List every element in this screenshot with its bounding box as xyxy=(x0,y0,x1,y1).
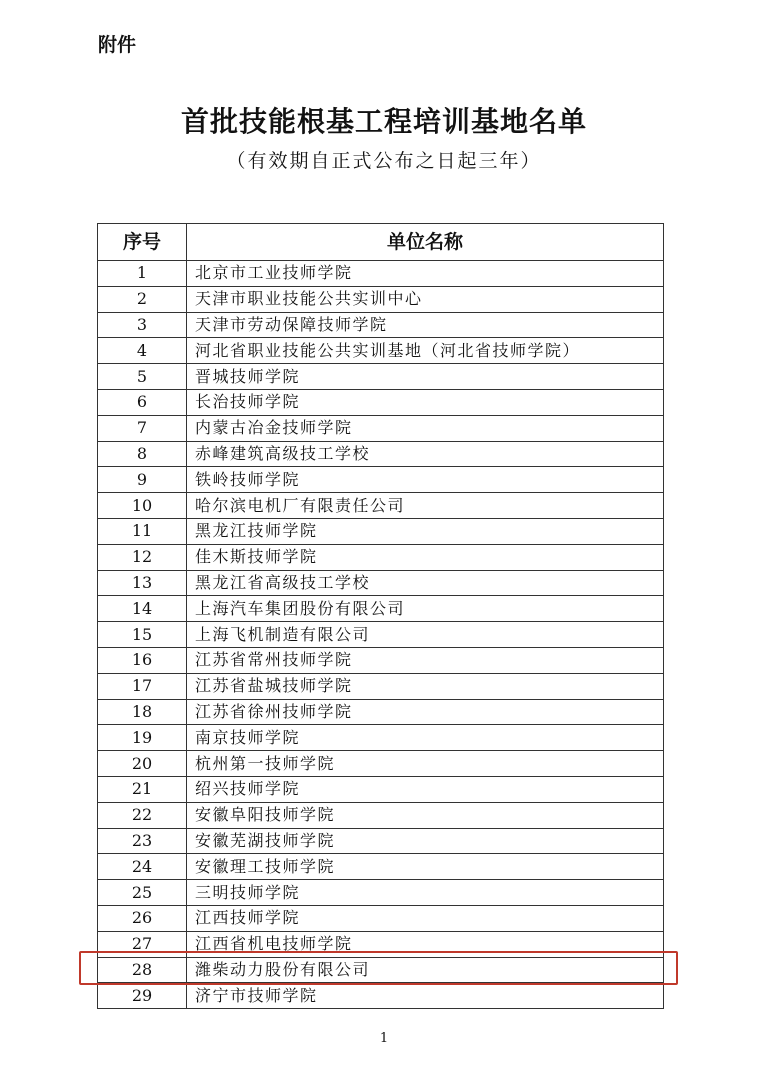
unit-name: 黑龙江省高级技工学校 xyxy=(187,570,664,596)
row-number: 7 xyxy=(98,415,187,441)
attachment-label: 附件 xyxy=(98,34,137,56)
table-row xyxy=(98,441,664,467)
document-subtitle: （有效期自正式公布之日起三年） xyxy=(226,150,542,172)
unit-name: 黑龙江技师学院 xyxy=(187,518,664,544)
table-row xyxy=(98,983,664,1009)
table-row xyxy=(98,673,664,699)
page-number: 1 xyxy=(379,1031,389,1046)
unit-name: 安徽理工技师学院 xyxy=(187,854,664,880)
row-number: 13 xyxy=(98,570,187,596)
row-number: 10 xyxy=(98,493,187,519)
row-number: 5 xyxy=(98,364,187,390)
unit-name: 内蒙古冶金技师学院 xyxy=(187,415,664,441)
unit-name: 哈尔滨电机厂有限责任公司 xyxy=(187,493,664,519)
unit-name: 赤峰建筑高级技工学校 xyxy=(187,441,664,467)
unit-name: 济宁市技师学院 xyxy=(187,983,664,1009)
unit-name: 杭州第一技师学院 xyxy=(187,751,664,777)
table-row xyxy=(98,880,664,906)
table-row xyxy=(98,647,664,673)
table-row xyxy=(98,364,664,390)
row-number: 2 xyxy=(98,286,187,312)
row-number: 15 xyxy=(98,622,187,648)
unit-name: 江苏省常州技师学院 xyxy=(187,647,664,673)
unit-name: 江西省机电技师学院 xyxy=(187,931,664,957)
table-row xyxy=(98,286,664,312)
row-number: 12 xyxy=(98,544,187,570)
highlight-box xyxy=(79,951,678,985)
row-number: 14 xyxy=(98,596,187,622)
document-title: 首批技能根基工程培训基地名单 xyxy=(180,105,587,138)
row-number: 18 xyxy=(98,699,187,725)
table-row xyxy=(98,828,664,854)
unit-name: 绍兴技师学院 xyxy=(187,776,664,802)
table-row xyxy=(98,261,664,287)
unit-name: 江苏省徐州技师学院 xyxy=(187,699,664,725)
column-header-number: 序号 xyxy=(98,224,187,261)
row-number: 9 xyxy=(98,467,187,493)
table-row xyxy=(98,725,664,751)
unit-name: 南京技师学院 xyxy=(187,725,664,751)
row-number: 4 xyxy=(98,338,187,364)
table-row xyxy=(98,389,664,415)
table-row xyxy=(98,467,664,493)
unit-name: 安徽芜湖技师学院 xyxy=(187,828,664,854)
row-number: 1 xyxy=(98,261,187,287)
unit-name: 三明技师学院 xyxy=(187,880,664,906)
table-row xyxy=(98,596,664,622)
table-row xyxy=(98,415,664,441)
row-number: 3 xyxy=(98,312,187,338)
row-number: 25 xyxy=(98,880,187,906)
table-row xyxy=(98,312,664,338)
row-number: 28 xyxy=(98,957,187,983)
table-row xyxy=(98,544,664,570)
table-row xyxy=(98,905,664,931)
row-number: 20 xyxy=(98,751,187,777)
column-header-name: 单位名称 xyxy=(187,224,664,261)
unit-name: 铁岭技师学院 xyxy=(187,467,664,493)
row-number: 29 xyxy=(98,983,187,1009)
unit-name: 上海飞机制造有限公司 xyxy=(187,622,664,648)
table-row xyxy=(98,699,664,725)
table-row xyxy=(98,854,664,880)
row-number: 17 xyxy=(98,673,187,699)
table-row xyxy=(98,751,664,777)
table-row xyxy=(98,493,664,519)
unit-name: 江苏省盐城技师学院 xyxy=(187,673,664,699)
row-number: 22 xyxy=(98,802,187,828)
table-row xyxy=(98,776,664,802)
unit-name: 长治技师学院 xyxy=(187,389,664,415)
unit-name: 江西技师学院 xyxy=(187,905,664,931)
table-header-row xyxy=(98,224,664,261)
unit-name: 潍柴动力股份有限公司 xyxy=(187,957,664,983)
table-row xyxy=(98,518,664,544)
unit-name: 安徽阜阳技师学院 xyxy=(187,802,664,828)
row-number: 27 xyxy=(98,931,187,957)
unit-name: 河北省职业技能公共实训基地（河北省技师学院） xyxy=(187,338,664,364)
unit-name: 天津市职业技能公共实训中心 xyxy=(187,286,664,312)
table-row xyxy=(98,338,664,364)
table-row xyxy=(98,622,664,648)
row-number: 23 xyxy=(98,828,187,854)
unit-name: 佳木斯技师学院 xyxy=(187,544,664,570)
row-number: 24 xyxy=(98,854,187,880)
unit-name: 晋城技师学院 xyxy=(187,364,664,390)
row-number: 26 xyxy=(98,905,187,931)
row-number: 21 xyxy=(98,776,187,802)
unit-name: 天津市劳动保障技师学院 xyxy=(187,312,664,338)
row-number: 19 xyxy=(98,725,187,751)
unit-name: 北京市工业技师学院 xyxy=(187,261,664,287)
unit-name: 上海汽车集团股份有限公司 xyxy=(187,596,664,622)
row-number: 8 xyxy=(98,441,187,467)
table-row xyxy=(98,802,664,828)
row-number: 16 xyxy=(98,647,187,673)
row-number: 6 xyxy=(98,389,187,415)
table-row xyxy=(98,570,664,596)
row-number: 11 xyxy=(98,518,187,544)
training-base-table xyxy=(97,223,664,1009)
